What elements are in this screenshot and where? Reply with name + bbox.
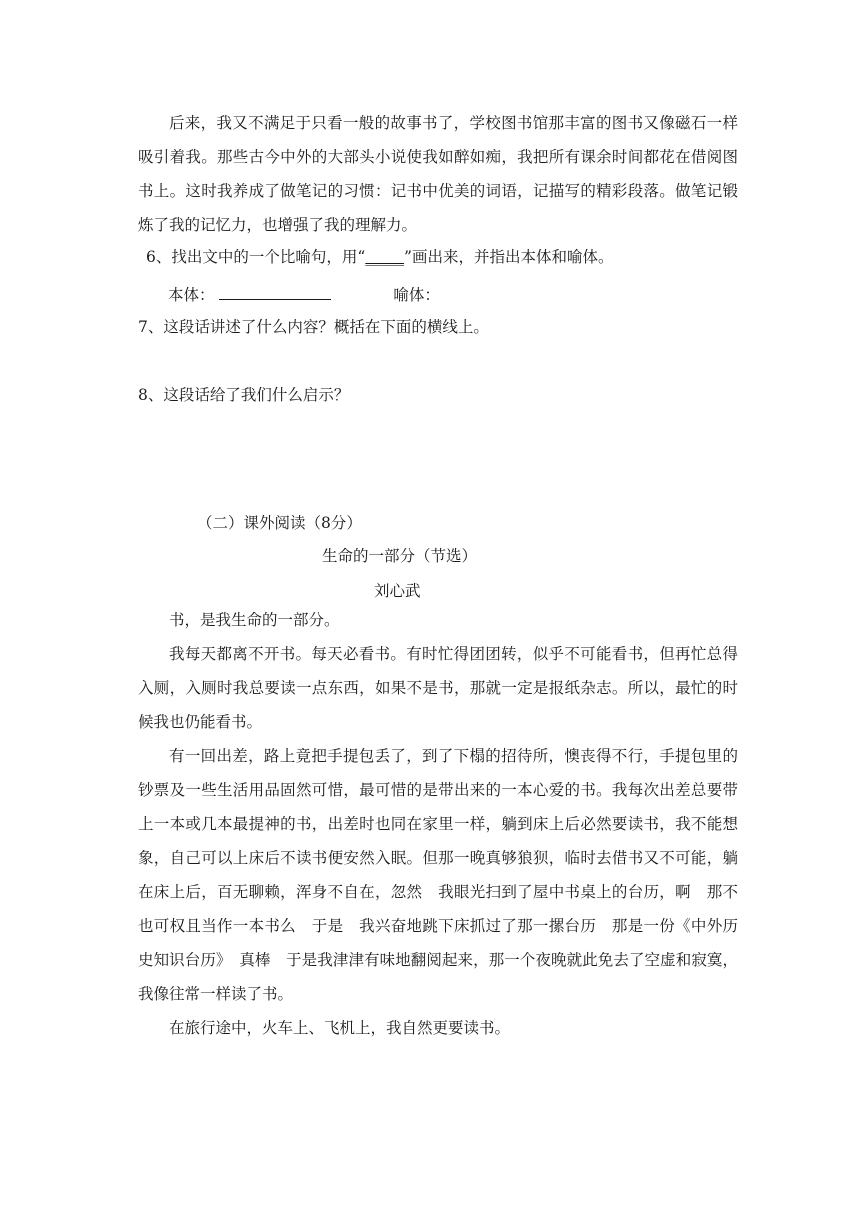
article-author: 刘心武	[374, 582, 421, 600]
article-body	[138, 603, 738, 1045]
article-paragraph: 书，是我生命的一部分。	[169, 611, 340, 629]
question-6-underline-sample: _____	[365, 248, 405, 266]
question-8: 8、这段话给了我们什么启示？	[138, 386, 350, 404]
article-paragraph: 我每天都离不开书。每天必看书。有时忙得团团转，似乎不可能看书，但再忙总得入厕，入厕时我总要读一点东西，如果不是书，那就一定是报纸杂志。所以，最忙的时候我也仍能看书。	[138, 645, 738, 731]
article-title: 生命的一部分（节选）	[322, 547, 478, 565]
question-6-answer-row	[168, 282, 440, 306]
benti-label: 本体：	[168, 286, 215, 304]
passage-paragraph-text: 后来，我又不满足于只看一般的故事书了，学校图书馆那丰富的图书又像磁石一样吸引着我。那些古今中外的大部头小说使我如醉如痴，我把所有课余时间都花在借阅图书上。这时我养成了做笔记的习惯：记书中优美的词语，记描写的精彩段落。做笔记锻炼了我的记忆力，也增强了我的理解力。	[138, 114, 738, 234]
question-7: 7、这段话讲述了什么内容？概括在下面的横线上。	[138, 318, 489, 336]
question-6-suffix: ”画出来，并指出本体和喻体。	[404, 248, 614, 266]
question-6-prefix: 6、找出文中的一个比喻句，用“	[146, 248, 366, 266]
benti-answer-line[interactable]	[219, 282, 331, 300]
section-heading: （二）课外阅读（8分）	[197, 514, 362, 532]
question-6	[146, 246, 613, 268]
article-paragraph: 有一回出差，路上竟把手提包丢了，到了下榻的招待所，懊丧得不行，手提包里的钞票及一些生活用品固然可惜，最可惜的是带出来的一本心爱的书。我每次出差总要带上一本或几本最提神的书，出差时也同在家里一样，躺到床上后必然要读书，我不能想象，自己可以上床后不读书便安然入眠。但那一晚真够狼狈，临时去借书又不可能，躺在床上后，百无聊赖，浑身不自在，忽然 我眼光扫到了屋中书桌上的台历，啊 那不也可权且当作一本书么 于是 我兴奋地跳下床抓过了那一摞台历 那是一份《中外历史知识台历》 真棒 于是我津津有味地翻阅起来，那一个夜晚就此免去了空虚和寂寞，我像往常一样读了书。	[138, 747, 738, 1003]
yuti-label: 喻体：	[393, 286, 440, 304]
article-paragraph: 在旅行途中，火车上、飞机上，我自然更要读书。	[169, 1019, 511, 1037]
passage-paragraph	[138, 106, 738, 242]
